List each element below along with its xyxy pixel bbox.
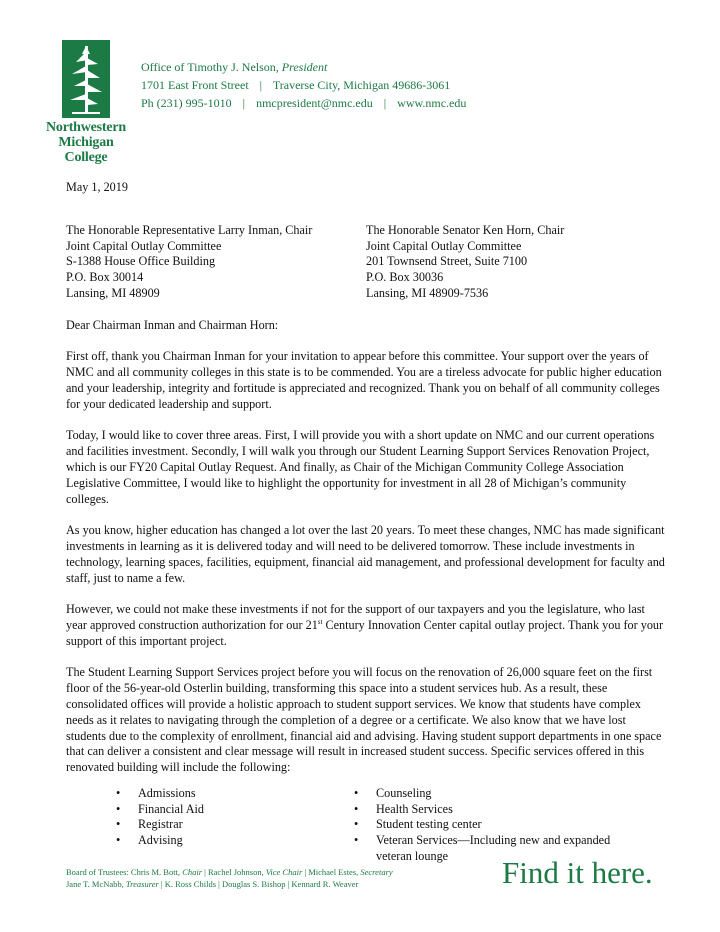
trustee-role: Treasurer [125, 879, 159, 889]
services-list [66, 786, 666, 865]
bullet-icon: • [116, 817, 121, 832]
list-item-text: Veteran Services—Including new and expanded veteran lounge [376, 833, 611, 864]
tagline: Find it here. [502, 855, 653, 890]
list-item [116, 833, 304, 849]
list-item-text: Student testing center [376, 817, 482, 832]
recipients [66, 223, 666, 302]
trustee-text: | Rachel Johnson, [202, 867, 266, 877]
divider: | [259, 78, 263, 92]
list-item-text: Health Services [376, 801, 453, 816]
address-line: P.O. Box 30014 [66, 270, 144, 285]
letter-body [66, 180, 666, 865]
trustee-text: | K. Ross Childs | Douglas S. Bishop | Kennard R. Weaver [158, 879, 359, 889]
salutation: Dear Chairman Inman and Chairman Horn: [66, 317, 279, 332]
list-item-text: Advising [138, 833, 183, 848]
address-line: S-1388 House Office Building [66, 254, 216, 269]
services-column-right [304, 786, 644, 865]
bullet-icon: • [116, 785, 121, 800]
trustees-line [66, 866, 393, 878]
trustee-text: | Michael Estes, [302, 867, 361, 877]
list-item [116, 802, 304, 818]
paragraph-text: Century Innovation Center capital outlay project. Thank you for your support of this important project. [66, 617, 664, 648]
address-line: 201 Townsend Street, Suite 7100 [366, 254, 528, 269]
address-line: The Honorable Representative Larry Inman, Chair [66, 222, 313, 237]
bullet-icon: • [116, 801, 121, 816]
logo-line: Michigan [58, 135, 114, 150]
list-item-text: Registrar [138, 817, 183, 832]
bullet-icon: • [354, 817, 359, 832]
divider: | [242, 96, 246, 110]
website-link[interactable]: www.nmc.edu [397, 96, 467, 110]
phone-number: Ph (231) 995-1010 [141, 96, 232, 110]
list-item [354, 817, 644, 833]
office-line [141, 58, 466, 76]
office-title: President [281, 60, 328, 74]
email-link[interactable]: nmcpresident@nmc.edu [256, 96, 373, 110]
list-item [354, 786, 644, 802]
recipient-right [366, 223, 666, 302]
office-header [141, 58, 466, 112]
trustee-text: Jane T. McNabb, [66, 879, 126, 889]
contact-line [141, 94, 466, 112]
paragraph: Today, I would like to cover three areas. First, I will provide you with a short update on NMC and our current operations and facilities investment. Secondly, I will walk you through our Student Learning Support Services Renovation Project, which is our FY20 Capital Outlay Request. And finally, as Chair of the Michigan Community College Association Legislative Committee, I would like to highlight the opportunity for investment in all 28 of Michigan’s community colleges. [66, 428, 655, 506]
bullet-icon: • [354, 833, 359, 848]
trustee-role: Chair [182, 867, 203, 877]
paragraph-text: However, we could not make these investments if not for the support of our taxpayers and you the legislature, who last year approved construction authorization for our 21 [66, 602, 645, 632]
list-item [116, 817, 304, 833]
trustee-text: Board of Trustees: Chris M. Bott, [66, 867, 183, 877]
logo-wordmark [36, 120, 136, 165]
trustee-role: Secretary [360, 867, 393, 877]
list-item [116, 786, 304, 802]
bullet-icon: • [116, 833, 121, 848]
pine-tree-icon [62, 40, 110, 118]
city-address: Traverse City, Michigan 49686-3061 [272, 78, 451, 92]
address-line: The Honorable Senator Ken Horn, Chair [366, 222, 565, 237]
paragraph: The Student Learning Support Services project before you will focus on the renovation of 26,000 square feet on the first floor of the 56-year-old Osterlin building, transforming this space into a student services hub. As a result, these consolidated offices will provide a holistic approach to student support services. We know that students have complex needs as it relates to navigating through the completion of a degree or a certificate. We also know that we have lost students due to the complexity of enrollment, financial aid and advising. Having student support departments in one space that can deliver a consistent and clear message will result in increased student success. Specific services offered in this renovated building will include the following: [66, 665, 662, 775]
paragraph: As you know, higher education has changed a lot over the last 20 years. To meet these changes, NMC has made significant investments in learning as it is delivered today and will need to be delivered tomorrow. These include investments in technology, learning spaces, facilities, equipment, financial aid management, and professional development for faculty and staff, just to name a few. [66, 523, 665, 585]
logo-line: Northwestern [45, 120, 127, 135]
trustees-line [66, 878, 393, 890]
trustee-role: Vice Chair [265, 867, 303, 877]
bullet-icon: • [354, 785, 359, 800]
list-item-text: Admissions [138, 785, 196, 800]
office-name: Office of Timothy J. Nelson, [141, 60, 282, 74]
bullet-icon: • [354, 801, 359, 816]
address-line: Joint Capital Outlay Committee [66, 238, 222, 253]
paragraph [66, 602, 666, 649]
list-item [354, 802, 644, 818]
list-item-text: Financial Aid [138, 801, 205, 816]
recipient-left [66, 223, 366, 302]
ordinal-suffix: st [317, 617, 323, 626]
logo-line: College [64, 150, 108, 165]
college-logo [36, 40, 136, 165]
letter-date: May 1, 2019 [66, 180, 128, 194]
address-line: Lansing, MI 48909 [66, 285, 160, 300]
address-line: P.O. Box 30036 [366, 270, 444, 285]
divider: | [383, 96, 387, 110]
address-line: Lansing, MI 48909-7536 [366, 285, 489, 300]
trustees-footer [66, 866, 393, 890]
street-address: 1701 East Front Street [141, 78, 249, 92]
address-line: Joint Capital Outlay Committee [366, 238, 522, 253]
paragraph: First off, thank you Chairman Inman for your invitation to appear before this committee. Your support over the years of NMC and all community colleges in this state is to be commended. You are a tireless advocate for public higher education and your leadership, integrity and fortitude is appreciated and recognized. Thank you on behalf of all community colleges for your dedicated leadership and support. [66, 349, 662, 411]
services-column-left [66, 786, 304, 865]
list-item-text: Counseling [376, 785, 432, 800]
address-line [141, 76, 466, 94]
